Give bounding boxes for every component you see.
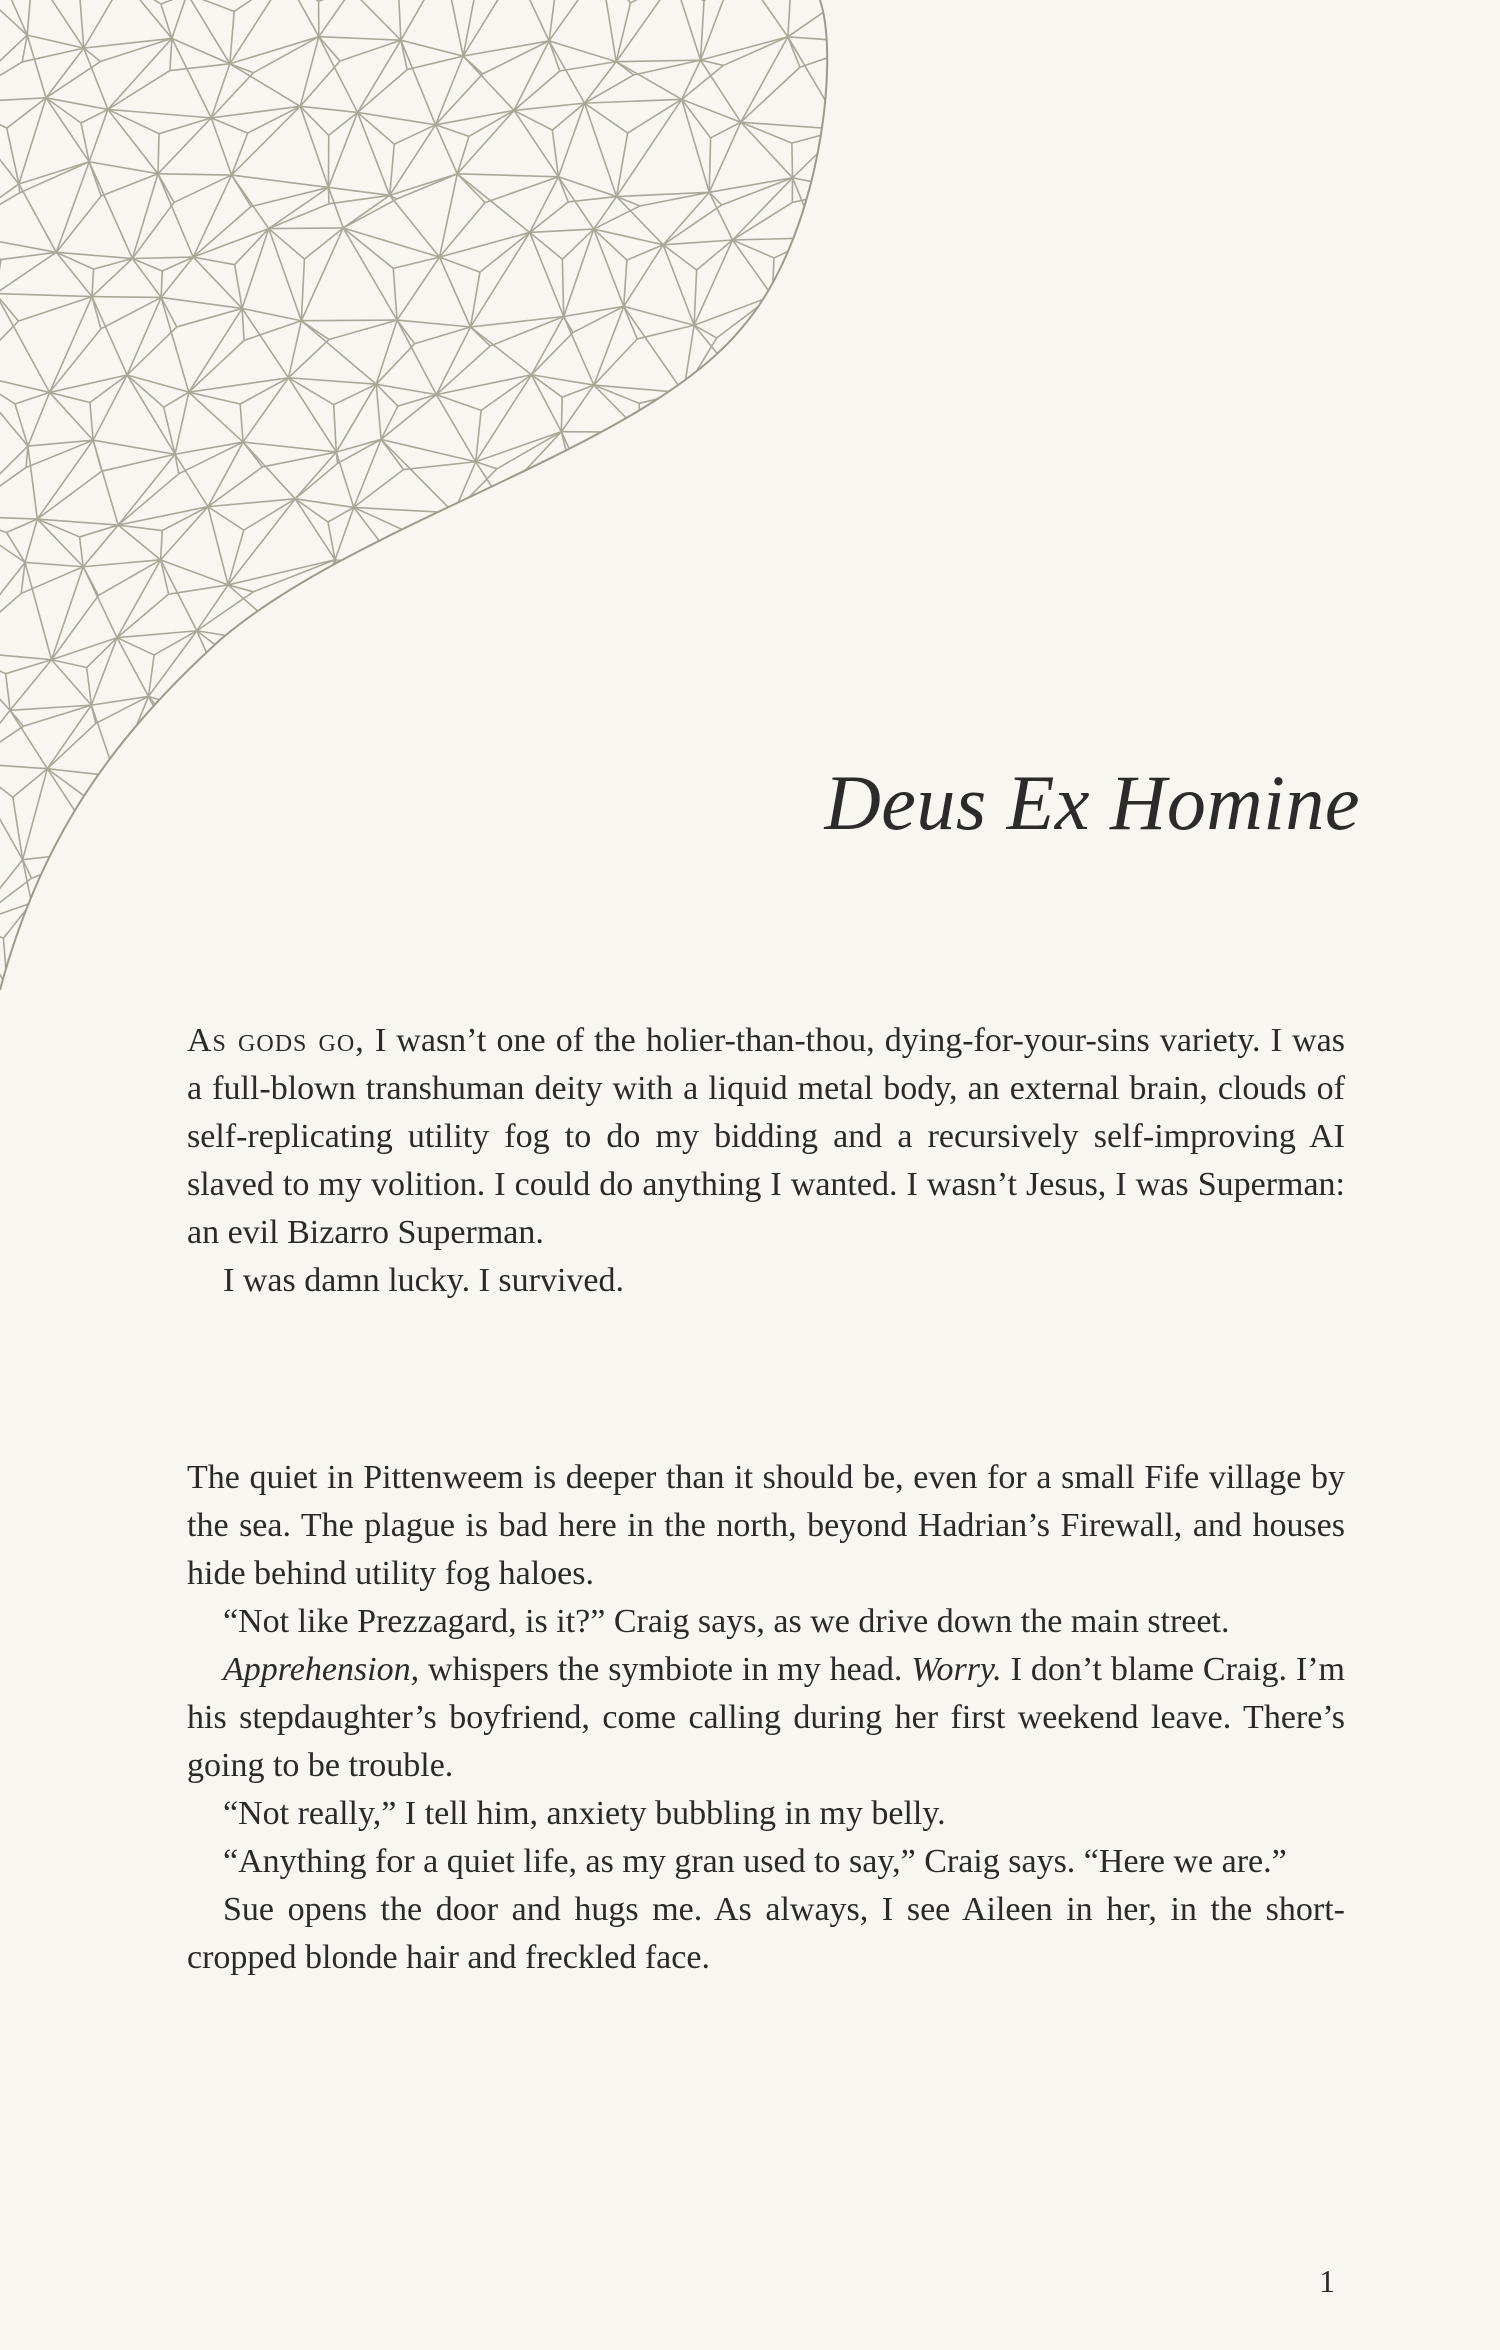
paragraph bbox=[187, 1646, 1345, 1790]
paragraph: “Anything for a quiet life, as my gran used to say,” Craig says. “Here we are.” bbox=[223, 1843, 1287, 1880]
paragraph: The quiet in Pittenweem is deeper than it should be, even for a small Fife village by the sea. The plague is bad here in the north, beyond Hadrian’s Firewall, and houses hide behind utility fog haloes. bbox=[187, 1459, 1345, 1592]
opening-section bbox=[187, 1017, 1345, 1305]
opening-paragraph bbox=[187, 1017, 1345, 1257]
paragraph: Sue opens the door and hugs me. As always, I see Aileen in her, in the short-cropped blonde hair and freckled face. bbox=[187, 1891, 1345, 1976]
paragraph-text: I don’t blame Craig. I’m his stepdaughter’s boyfriend, come calling during her first weekend leave. There’s going to be trouble. bbox=[187, 1651, 1345, 1784]
paragraph-text: whispers the symbiote in my head. bbox=[419, 1651, 912, 1688]
paragraph: “Not like Prezzagard, is it?” Craig says, as we drive down the main street. bbox=[223, 1603, 1230, 1640]
italic-word: Apprehension, bbox=[223, 1651, 420, 1688]
italic-word: Worry. bbox=[911, 1651, 1002, 1688]
page-number: 1 bbox=[1319, 2263, 1335, 2299]
lead-in-small-caps: As gods go, bbox=[187, 1022, 365, 1059]
chapter-title: Deus Ex Homine bbox=[824, 759, 1360, 846]
paragraph: “Not really,” I tell him, anxiety bubbling in my belly. bbox=[223, 1795, 946, 1832]
paragraph: I was damn lucky. I survived. bbox=[223, 1262, 624, 1299]
geometric-pattern-decoration bbox=[0, 0, 860, 1000]
second-section bbox=[187, 1454, 1345, 1982]
opening-paragraph-text: I wasn’t one of the holier-than-thou, dying-for-your-sins variety. I was a full-blown transhuman deity with a liquid metal body, an external brain, clouds of self-replicating utility fog to do my bidding and a recursively self-improving AI slaved to my volition. I could do anything I wanted. I wasn’t Jesus, I was Superman: an evil Bizarro Superman. bbox=[187, 1022, 1345, 1251]
